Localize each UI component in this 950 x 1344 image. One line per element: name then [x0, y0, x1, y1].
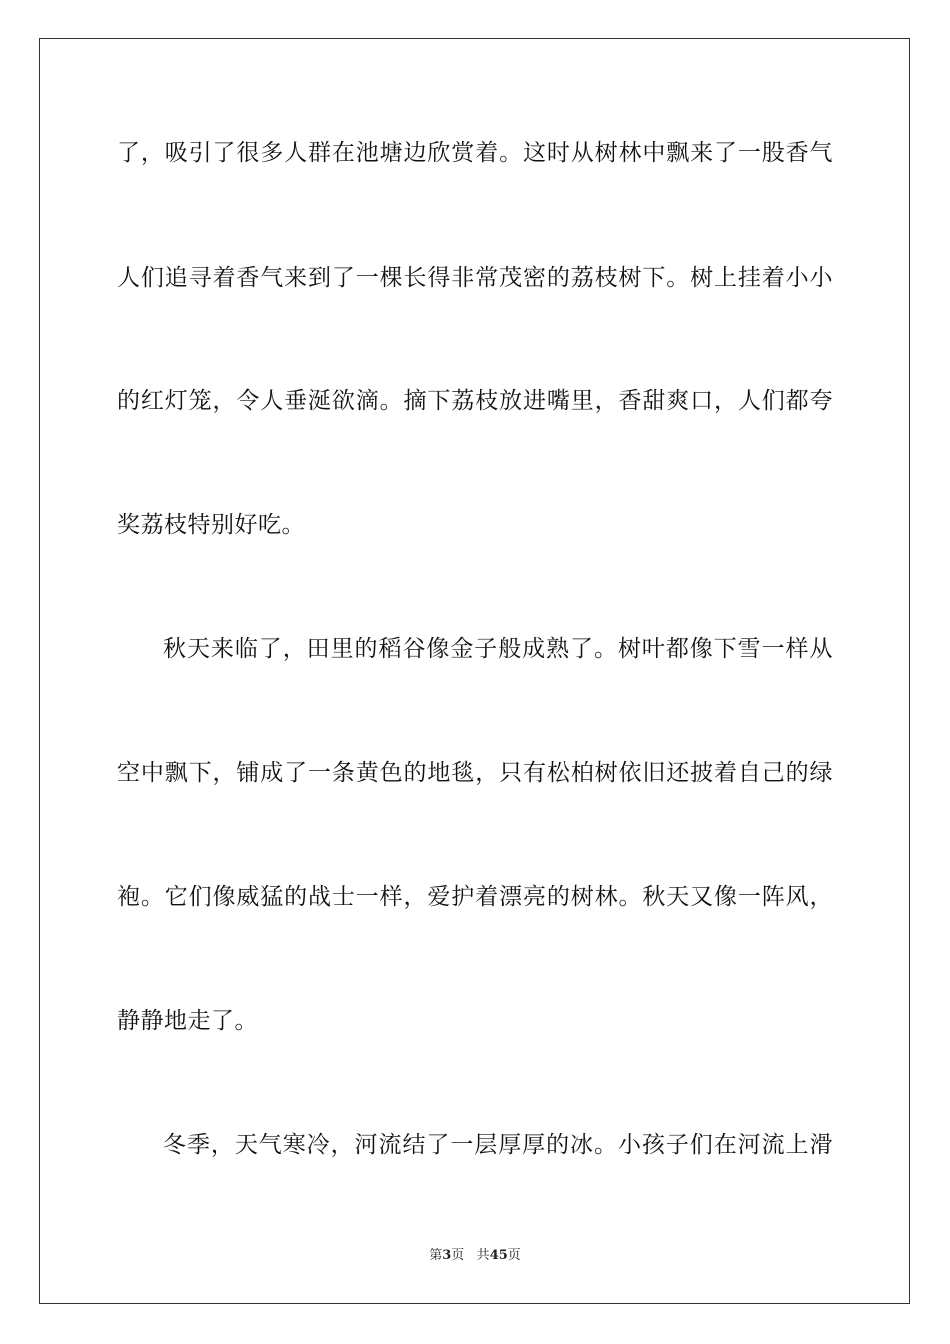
page-suffix: 页 [451, 1248, 465, 1263]
paragraph-winter-first-line: 冬季，天气寒冷，河流结了一层厚厚的冰。小孩子们在河流上滑 [163, 1132, 833, 1158]
page-border [39, 38, 910, 1304]
body-line-6: 空中飘下，铺成了一条黄色的地毯，只有松柏树依旧还披着自己的绿 [117, 760, 833, 786]
body-line-7: 袍。它们像威猛的战士一样，爱护着漂亮的树林。秋天又像一阵风， [117, 884, 833, 910]
page-prefix: 第 [429, 1248, 443, 1263]
page-number: 3 [442, 1248, 452, 1263]
total-suffix: 页 [507, 1248, 521, 1263]
body-line-4: 奖荔枝特别好吃。 [117, 512, 305, 538]
body-line-2: 人们追寻着香气来到了一棵长得非常茂密的荔枝树下。树上挂着小小 [117, 265, 833, 291]
body-line-3: 的红灯笼，令人垂涎欲滴。摘下荔枝放进嘴里，香甜爽口，人们都夸 [117, 388, 833, 414]
paragraph-autumn-first-line: 秋天来临了，田里的稻谷像金子般成熟了。树叶都像下雪一样从 [163, 636, 833, 662]
total-pages: 45 [489, 1248, 508, 1263]
body-line-8: 静静地走了。 [117, 1008, 258, 1034]
page-footer [0, 1247, 950, 1265]
body-line-1: 了，吸引了很多人群在池塘边欣赏着。这时从树林中飘来了一股香气 [117, 140, 833, 166]
total-prefix: 共 [476, 1248, 490, 1263]
